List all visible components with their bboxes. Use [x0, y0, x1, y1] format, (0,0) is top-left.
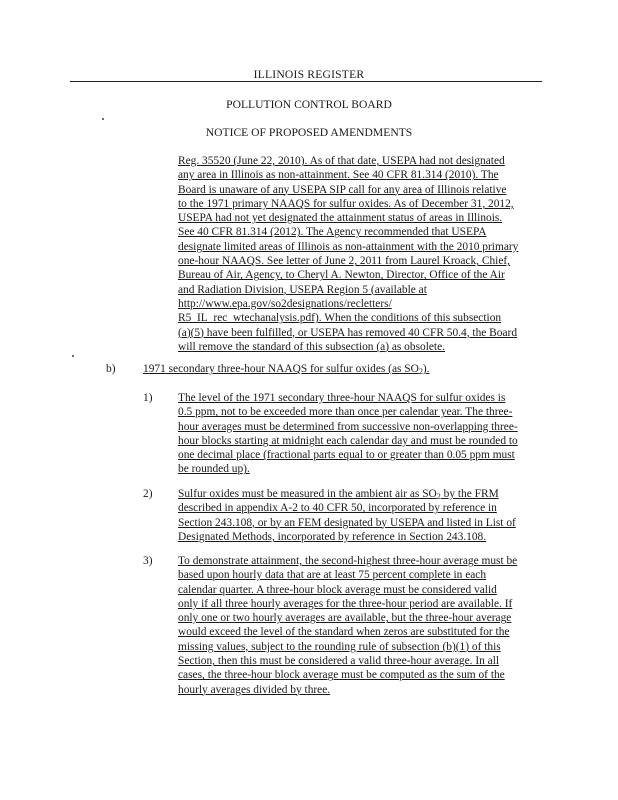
- item-line: Section, then this must be considered a valid three-hour average. In all: [178, 655, 500, 668]
- item-line: based upon hourly data that are at least 75 percent complete in each: [178, 569, 487, 582]
- item-line: only one or two hourly averages are available, but the three-hour average: [178, 612, 512, 625]
- paragraph-line: any area in Illinois as non-attainment. See 40 CFR 81.314 (2010). The: [178, 169, 499, 182]
- section-b-heading: 1971 secondary three-hour NAAQS for sulfur oxides (as $SO_2$).: [143, 363, 430, 376]
- item-line: would exceed the level of the standard when zeros are substituted for the: [178, 626, 510, 639]
- item-line: hour averages must be determined from successive non-overlapping three-: [178, 420, 518, 433]
- paragraph-line: R5_IL_rec_wtechanalysis.pdf). When the conditions of this subsection: [178, 312, 502, 325]
- paragraph-line: to the 1971 primary NAAQS for sulfur oxides. As of December 31, 2012,: [178, 197, 514, 210]
- item-3-text: [178, 554, 550, 697]
- item-line: be rounded up).: [178, 463, 250, 476]
- paragraph-line: will remove the standard of this subsection (a) as obsolete.: [178, 340, 445, 353]
- item-2-label: 2): [143, 488, 153, 500]
- notice-title: NOTICE OF PROPOSED AMENDMENTS: [205, 126, 413, 139]
- paragraph-line: and Radiation Division, USEPA Region 5 (available at: [178, 283, 427, 296]
- item-3-label: 3): [143, 555, 153, 567]
- item-1-label: 1): [143, 392, 153, 404]
- item-line: described in appendix A-2 to 40 CFR 50, incorporated by reference in: [178, 502, 497, 515]
- paragraph-line: Reg. 35520 (June 22, 2010). As of that date, USEPA had not designated: [178, 155, 505, 167]
- item-1-text: [178, 391, 550, 477]
- paragraph-line: one-hour NAAQS. See letter of June 2, 2011 from Laurel Kroack, Chief,: [178, 255, 511, 268]
- item-line: 0.5 ppm, not to be exceeded more than once per calendar year. The three-: [178, 406, 513, 419]
- paragraph-line: designate limited areas of Illinois as non-attainment with the 2010 primary: [178, 240, 519, 253]
- paragraph-line: Board is unaware of any USEPA SIP call for any area of Illinois relative: [178, 183, 507, 196]
- item-line: Sulfur oxides must be measured in the ambient air as $SO_2$ by the FRM: [178, 488, 499, 501]
- paragraph-line: USEPA had not yet designated the attainment status of areas in Illinois.: [178, 212, 503, 225]
- item-line: To demonstrate attainment, the second-highest three-hour average must be: [178, 555, 518, 567]
- board-name: POLLUTION CONTROL BOARD: [226, 98, 392, 111]
- item-line: Section 243.108, or by an FEM designated by USEPA and listed in List of: [178, 516, 516, 529]
- paragraph-line: (a)(5) have been fulfilled, or USEPA has removed 40 CFR 50.4, the Board: [178, 326, 518, 339]
- item-line: hourly averages divided by three.: [178, 683, 331, 696]
- item-line: hour blocks starting at midnight each calendar day and must be rounded to: [178, 434, 518, 447]
- paragraph-line: Bureau of Air, Agency, to Cheryl A. Newton, Director, Office of the Air: [178, 269, 505, 282]
- item-2-text: [178, 487, 550, 544]
- item-line: one decimal place (fractional parts equal to or greater than 0.05 ppm must: [178, 449, 515, 462]
- item-line: only if all three hourly averages for the three-hour period are available. If: [178, 597, 513, 610]
- item-line: Designated Methods, incorporated by reference in Section 243.108.: [178, 530, 487, 543]
- item-line: The level of the 1971 secondary three-hour NAAQS for sulfur oxides is: [178, 392, 506, 404]
- section-b-label: b): [106, 363, 116, 375]
- item-line: cases, the three-hour block average must be computed as the sum of the: [178, 669, 505, 682]
- item-line: missing values, subject to the rounding rule of subsection (b)(1) of this: [178, 640, 501, 653]
- item-line: calendar quarter. A three-hour block average must be considered valid: [178, 583, 497, 596]
- register-title: ILLINOIS REGISTER: [253, 68, 365, 81]
- scan-speck: [72, 355, 74, 357]
- continued-paragraph: [178, 154, 550, 354]
- paragraph-line: See 40 CFR 81.314 (2012). The Agency recommended that USEPA: [178, 226, 487, 239]
- paragraph-line: http://www.epa.gov/so2designations/recletters/: [178, 297, 392, 310]
- scan-speck: [102, 118, 104, 120]
- header-rule: [70, 81, 542, 82]
